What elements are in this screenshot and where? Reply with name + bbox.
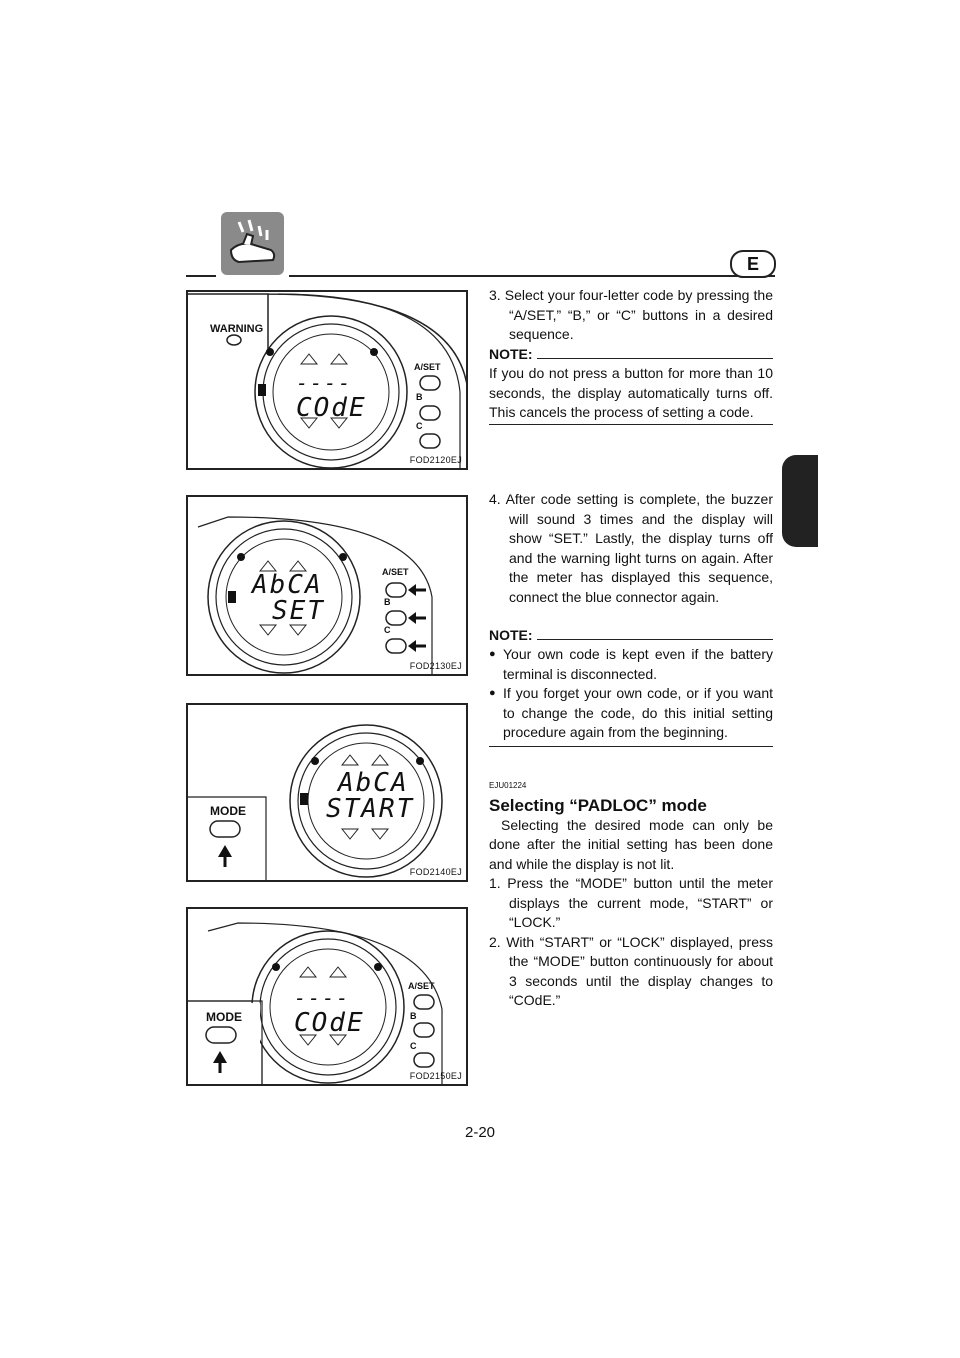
chapter-side-tab xyxy=(782,455,818,547)
c-label: C xyxy=(384,625,391,635)
arrow-up-icon xyxy=(218,845,232,857)
section-padloc xyxy=(489,776,773,1011)
warning-label: WARNING xyxy=(210,323,264,335)
note-2 xyxy=(489,627,773,743)
lcd-line2: SET xyxy=(272,596,325,626)
c-button xyxy=(414,1053,434,1067)
note-2-bullet: ● Your own code is kept even if the battery terminal is disconnected. xyxy=(489,645,773,684)
step-1: 1. Press the “MODE” button until the meter displays the current mode, “START” or “LOCK.” xyxy=(489,875,773,930)
mode-button xyxy=(210,821,240,837)
warning-light-icon xyxy=(227,335,241,345)
b-label: B xyxy=(416,392,423,402)
lcd-line1: ---- xyxy=(294,986,351,1010)
figure-code-display xyxy=(186,290,468,470)
section-code: EJU01224 xyxy=(489,781,527,790)
step-4: 4. After code setting is complete, the buzzer will sound 3 times and the display will show “SET.” Lastly, the display turns off and the warning light turns on again. After the meter has displayed this sequence, connect the blue connector again. xyxy=(489,491,773,605)
lcd-line2: COdE xyxy=(294,1008,365,1038)
a-set-button xyxy=(414,995,434,1009)
b-button xyxy=(414,1023,434,1037)
a-set-button xyxy=(386,583,406,597)
b-label: B xyxy=(410,1011,417,1021)
header-rule xyxy=(289,275,775,277)
note-1-text: If you do not press a button for more than 10 seconds, the display automatically turns off. This cancels the process of setting a code. xyxy=(489,365,773,420)
a-set-label: A/SET xyxy=(414,362,441,372)
fuel-icon xyxy=(300,793,308,805)
header-rule xyxy=(186,275,216,277)
watercraft-icon xyxy=(221,212,284,275)
section-title: Selecting “PADLOC” mode xyxy=(489,795,707,815)
step-3: 3. Select your four-letter code by pressing the “A/SET,” “B,” or “C” buttons in a desired sequence. xyxy=(489,287,773,342)
lcd-line1: AbCA xyxy=(338,768,409,798)
lcd-line1: AbCA xyxy=(252,570,323,600)
step-2: 2. With “START” or “LOCK” displayed, press the “MODE” button continuously for about 3 seconds until the display changes to “COdE.” xyxy=(489,933,773,1008)
lcd-line1: ---- xyxy=(296,371,353,395)
c-button xyxy=(420,434,440,448)
a-set-label: A/SET xyxy=(382,567,409,577)
step-4-block xyxy=(489,490,773,607)
mode-label: MODE xyxy=(206,1010,242,1024)
section-intro: Selecting the desired mode can only be done after the initial setting has been done and while the display is not lit. xyxy=(489,816,773,872)
figure-code: FOD2150EJ xyxy=(409,1071,462,1081)
figure-code: FOD2120EJ xyxy=(409,455,462,465)
language-badge: E xyxy=(730,250,776,278)
b-button xyxy=(420,406,440,420)
note-1 xyxy=(489,346,773,423)
c-label: C xyxy=(416,421,423,431)
b-button xyxy=(386,611,406,625)
figure-code: FOD2140EJ xyxy=(409,867,462,877)
b-label: B xyxy=(384,597,391,607)
note-2-bullet: ● If you forget your own code, or if you want to change the code, do this initial setting procedure again from the beginning. xyxy=(489,684,773,743)
note-end-rule xyxy=(489,424,773,425)
page-number: 2-20 xyxy=(464,1124,496,1141)
fuel-icon xyxy=(228,591,236,603)
mode-button xyxy=(206,1027,236,1043)
note-heading: NOTE: xyxy=(489,627,773,645)
a-set-label: A/SET xyxy=(408,981,435,991)
lcd-line2: COdE xyxy=(296,393,367,423)
figure-set-display xyxy=(186,495,468,676)
c-button xyxy=(386,639,406,653)
figure-start-display xyxy=(186,703,468,882)
figure-mode-code-display xyxy=(186,907,468,1086)
fuel-icon xyxy=(258,384,266,396)
note-end-rule xyxy=(489,746,773,747)
c-label: C xyxy=(410,1041,417,1051)
step-3-block xyxy=(489,286,773,345)
lcd-line2: START xyxy=(326,794,415,824)
mode-label: MODE xyxy=(210,804,246,818)
note-heading: NOTE: xyxy=(489,346,773,364)
a-set-button xyxy=(420,376,440,390)
figure-code: FOD2130EJ xyxy=(409,661,462,671)
